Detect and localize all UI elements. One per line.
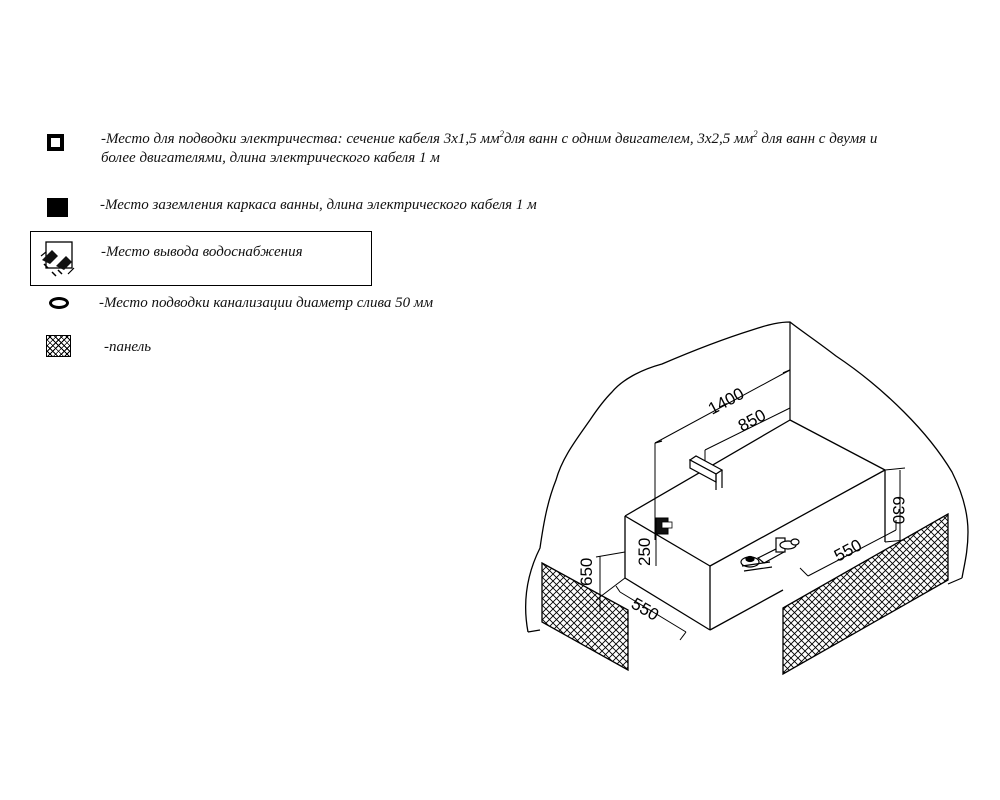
dim-label-550-right: 550 — [830, 535, 865, 566]
legend-text-panel: -панель — [104, 339, 152, 355]
legend-text-drain: -Место подводки канализации диаметр слива 50 мм — [99, 295, 434, 311]
dim-label-550-left: 550 — [628, 594, 663, 625]
dim-label-630: 630 — [889, 496, 908, 525]
dim-label-250: 250 — [635, 537, 654, 566]
dim-label-650: 650 — [577, 557, 596, 586]
water-outlet-pipe — [690, 456, 722, 490]
drain-fixture — [741, 538, 799, 571]
legend-text-electric: -Место для подводки электричества: сечение кабеля 3х1,5 $мм^2для$ ванн с одним двигателем, 3х2,5 $мм^2$ для ванн с двумя и более двигателями, длина электрического кабеля 1 м — [101, 129, 878, 166]
electric-outlet — [656, 518, 672, 534]
legend-text-ground: -Место заземления каркаса ванны, длина электрического кабеля 1 м — [100, 197, 537, 213]
dim-label-850: 850 — [734, 405, 769, 436]
legend-text-water: -Место вывода водоснабжения — [101, 244, 303, 260]
dimension-1400 — [655, 322, 790, 540]
dim-label-1400: 1400 — [704, 383, 748, 419]
panel-right — [783, 514, 948, 674]
